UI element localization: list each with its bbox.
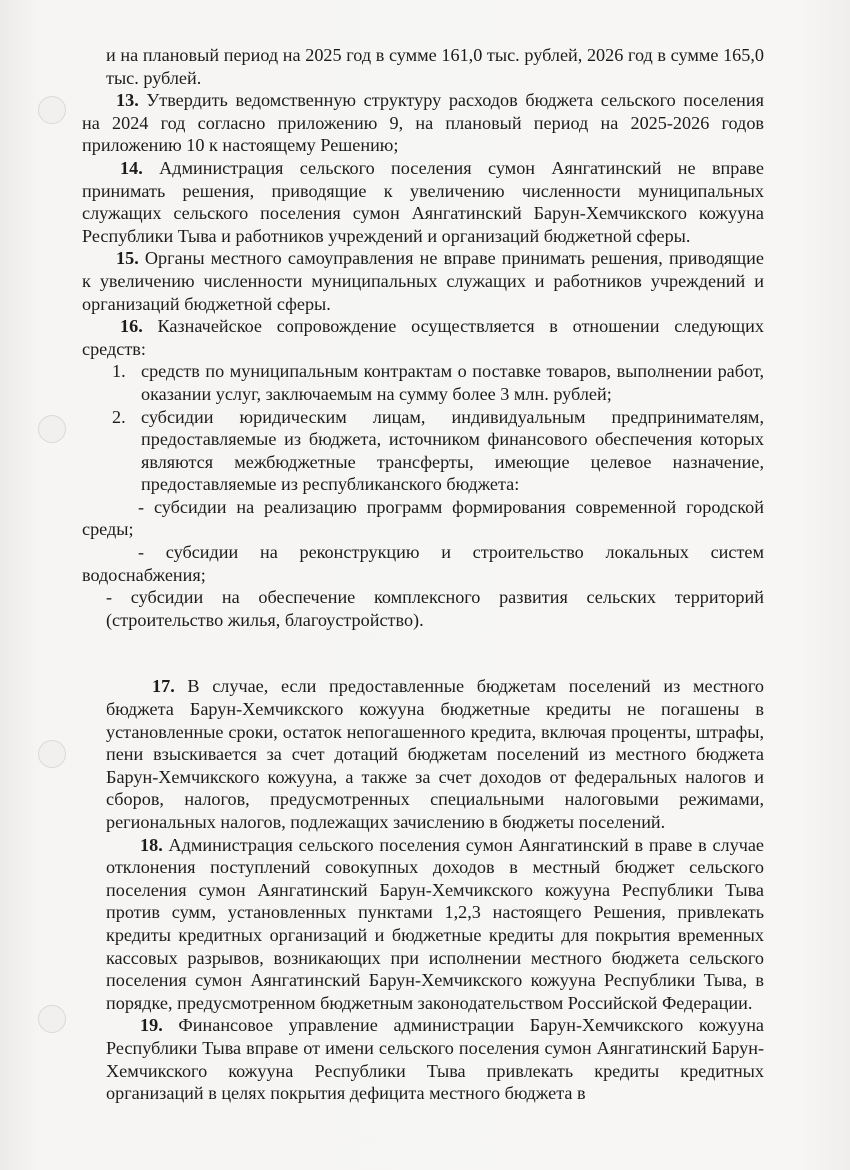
paragraph-number: 17. — [152, 676, 175, 697]
paragraph-13 — [82, 89, 764, 157]
paragraph-text: В случае, если предоставленные бюджетам поселений из местного бюджета Барун-Хемчикского кожууна бюджетные кредиты не погашены в установленные сроки, остаток непогашенного кредита, включая проценты, штрафы, пени взыскивается за счет дотаций бюджетам поселений из местного бюджета Барун-Хемчикского кожууна, а также за счет доходов от федеральных налогов и сборов, налогов, предусмотренных специальными налоговыми режимами, региональных налогов, подлежащих зачислению в бюджеты поселений. — [106, 676, 764, 832]
list-number: 1. — [112, 361, 126, 382]
list-text: субсидии юридическим лицам, индивидуальным предпринимателям, предоставляемые из бюджета, источником финансового обеспечения которых являются межбюджетные трансферты, имеющие целевое назначение, предоставляемые из республиканского бюджета: — [141, 406, 764, 495]
punch-hole — [38, 1005, 66, 1033]
paragraph-14 — [82, 157, 764, 247]
dash-item-1: - субсидии на реализацию программ формирования современной городской среды; — [82, 496, 764, 540]
paragraph-number: 14. — [120, 157, 143, 178]
dash-item-3: - субсидии на обеспечение комплексного развития сельских территорий (строительство жилья, благоустройство). — [106, 587, 764, 630]
spacer — [82, 631, 764, 675]
dash-item-2: - субсидии на реконструкцию и строительство локальных систем водоснабжения; — [82, 542, 764, 585]
paragraph-19 — [82, 1014, 764, 1104]
paragraph-16 — [82, 315, 764, 360]
paragraph-number: 19. — [140, 1015, 163, 1036]
list-item-1 — [82, 360, 764, 405]
document-body — [82, 44, 764, 1105]
paragraph-text: Утвердить ведомственную структуру расходов бюджета сельского поселения на 2024 год согласно приложению 9, на плановый период на 2025-2026 годов приложению 10 к настоящему Решению; — [82, 90, 764, 156]
paragraph-number: 18. — [140, 834, 163, 855]
paragraph-18 — [82, 834, 764, 1015]
paragraph-number: 15. — [116, 248, 139, 269]
paragraph-text: Казначейское сопровождение осуществляется в отношении следующих средств: — [82, 316, 764, 359]
punch-hole — [38, 740, 66, 768]
paragraph-17 — [82, 675, 764, 833]
punch-hole — [38, 96, 66, 124]
paragraph-continuation: и на плановый период на 2025 год в сумме 161,0 тыс. рублей, 2026 год в сумме 165,0 тыс. рублей. — [106, 45, 764, 88]
paragraph-text: Финансовое управление администрации Барун-Хемчикского кожууна Республики Тыва вправе от имени сельского поселения сумон Аянгатинский Барун-Хемчикского кожууна Республики Тыва привлекать кредиты кредитных организаций в целях покрытия дефицита местного бюджета в — [106, 1015, 764, 1104]
punch-hole — [38, 415, 66, 443]
paragraph-text: Администрация сельского поселения сумон Аянгатинский в праве в случае отклонения поступлений совокупных доходов в местный бюджет сельского поселения сумон Аянгатинский Барун-Хемчикского кожууна Республики Тыва против сумм, установленных пунктами 1,2,3 настоящего Решения, привлекать кредиты кредитных организаций и бюджетные кредиты для покрытия временных кассовых разрывов, возникающих при исполнении местного бюджета сельского поселения сумон Аянгатинский Барун-Хемчикского кожууна Республики Тыва, в порядке, предусмотренном бюджетным законодательством Российской Федерации. — [106, 834, 764, 1013]
paragraph-text: Администрация сельского поселения сумон Аянгатинский не вправе принимать решения, приводящие к увеличению численности муниципальных служащих сельского поселения сумон Аянгатинский Барун-Хемчикского кожууна Республики Тыва и работников учреждений и организаций бюджетной сферы. — [82, 157, 764, 246]
paragraph-number: 16. — [120, 316, 143, 337]
list-number: 2. — [112, 406, 126, 427]
paragraph-text: Органы местного самоуправления не вправе принимать решения, приводящие к увеличению численности муниципальных служащих и работников учреждений и организаций бюджетной сферы. — [82, 248, 764, 314]
list-item-2 — [82, 406, 764, 496]
list-text: средств по муниципальным контрактам о поставке товаров, выполнении работ, оказании услуг, заключаемым на сумму более 3 млн. рублей; — [141, 361, 764, 404]
paragraph-number: 13. — [116, 90, 139, 111]
paragraph-15 — [82, 247, 764, 315]
